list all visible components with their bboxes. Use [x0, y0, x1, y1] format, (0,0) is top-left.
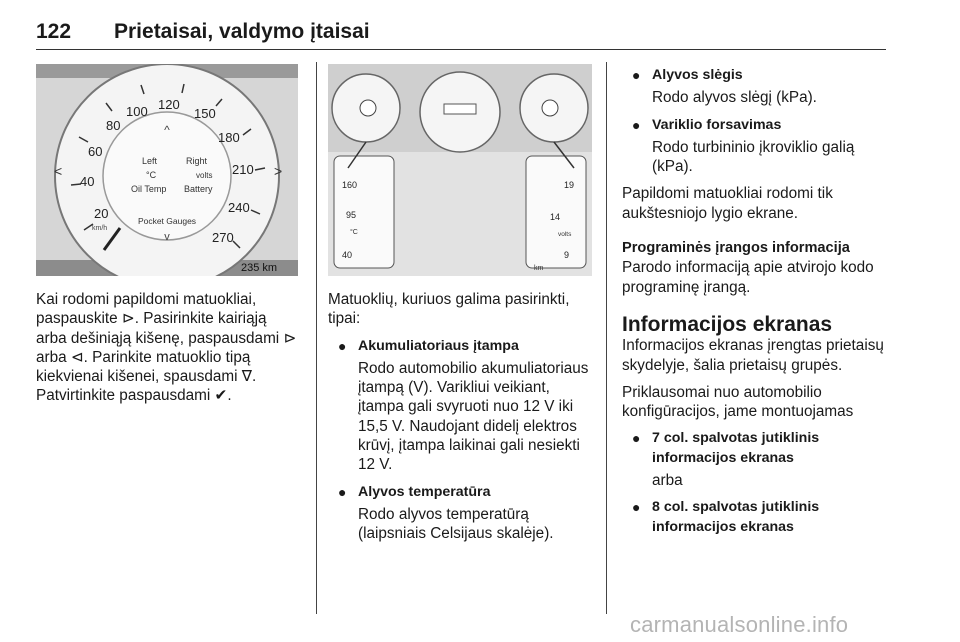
- up-arrow-icon: ^: [164, 123, 170, 137]
- down-arrow-icon: v: [164, 231, 170, 243]
- item-title: 7 col. spalvotas jutiklinis informacijos ekranas: [652, 430, 820, 466]
- left-arrow-icon: <: [54, 163, 63, 179]
- bullet-icon: ●: [632, 499, 641, 516]
- cluster-figure: [328, 64, 592, 276]
- menu-right-label: Right: [186, 156, 208, 166]
- right-gauge-unit: volts: [558, 231, 572, 238]
- speed-label: 120: [158, 97, 180, 112]
- item-title: Alyvos temperatūra: [358, 483, 491, 500]
- right-gauge-label: 14: [550, 212, 561, 222]
- item-description: Rodo alyvos slėgį (kPa).: [652, 89, 817, 107]
- bullet-icon: ●: [632, 116, 641, 133]
- column-divider-2: [606, 62, 607, 614]
- page-header: [36, 20, 886, 50]
- item-title: 8 col. spalvotas jutiklinis informacijos ekranas: [652, 499, 820, 535]
- header-rule: [36, 49, 886, 50]
- menu-battery: Battery: [184, 184, 213, 194]
- list-item: [328, 483, 598, 544]
- speed-label: 270: [212, 230, 234, 245]
- speed-label: 210: [232, 162, 254, 177]
- list-item: [622, 498, 890, 537]
- speed-label: 20: [94, 206, 109, 221]
- bullet-icon: ●: [338, 483, 347, 500]
- info-display-heading: Informacijos ekranas: [622, 312, 833, 336]
- item-title: Akumuliatoriaus įtampa: [358, 337, 519, 354]
- item-description: Rodo turbininio įkroviklio galią (kPa).: [652, 138, 855, 176]
- left-gauge-label: 40: [342, 250, 353, 260]
- instructions-paragraph: Kai rodomi papildomi matuokliai, paspauskite ⊳. Pasirinkite kairiąją arba dešiniąją kišenę, paspausdami ⊳ arba ⊲. Parinkite matuoklio tipą kiekvienai kišenei, spausdami ∇. Patvirtinkite paspausdami ✔.: [36, 291, 297, 405]
- column-1: [36, 290, 300, 414]
- left-gauge-label: 95: [346, 210, 357, 220]
- menu-pocket-gauges: Pocket Gauges: [137, 216, 197, 226]
- speed-label: 240: [228, 200, 250, 215]
- speedometer-figure: [36, 64, 298, 276]
- or-text: arba: [652, 472, 683, 490]
- list-item: [622, 116, 890, 177]
- item-description: Rodo automobilio akumuliatoriaus įtampą (V). Varikliui veikiant, įtampa gali svyruoti nuo 12 V iki 15,5 V. Naudojant didelį elektros krūvį, įtampa laikinai gali nesiekti 12 V.: [358, 359, 589, 474]
- info-display-para-1: Informacijos ekranas įrengtas prietaisų skydelyje, šalia prietaisų grupės.: [622, 337, 884, 374]
- left-gauge-unit: °C: [350, 229, 358, 236]
- page-number: 122: [36, 20, 72, 43]
- speed-label: 80: [106, 118, 121, 133]
- column-divider-1: [316, 62, 317, 614]
- menu-left-label: Left: [142, 156, 158, 166]
- list-item: [622, 429, 890, 490]
- oil-temp-unit: °C: [146, 170, 157, 180]
- bullet-icon: ●: [632, 67, 641, 83]
- speedometer-illustration: [36, 64, 298, 276]
- bullet-icon: ●: [632, 430, 641, 447]
- speed-label: 60: [88, 144, 103, 159]
- cluster-illustration: [328, 64, 592, 276]
- odometer-display: 235 km: [241, 262, 278, 274]
- left-gauge-label: 160: [342, 180, 358, 190]
- watermark: carmanualsonline.info: [630, 612, 849, 637]
- column-2: [328, 290, 598, 552]
- speed-label: 180: [218, 130, 240, 145]
- bullet-icon: ●: [338, 337, 347, 354]
- gauge-types-intro: Matuoklių, kuriuos galima pasirinkti, tipai:: [328, 291, 570, 328]
- right-arrow-icon: >: [274, 163, 283, 179]
- bottom-unit: km: [534, 265, 544, 272]
- right-gauge-label: 19: [564, 180, 575, 190]
- speed-label: 100: [126, 104, 148, 119]
- item-description: Rodo alyvos temperatūrą (laipsniais Celsijaus skalėje).: [358, 505, 554, 543]
- extra-gauges-note: Papildomi matuokliai rodomi tik aukštesniojo lygio ekrane.: [622, 185, 833, 222]
- column-3: [622, 66, 890, 545]
- right-gauge-label: 9: [564, 250, 570, 260]
- software-info-text: Parodo informaciją apie atvirojo kodo programinę įrangą.: [622, 259, 874, 296]
- software-info-heading: Programinės įrangos informacija: [622, 240, 850, 257]
- battery-unit: volts: [196, 171, 213, 180]
- unit-kmh: km/h: [92, 225, 108, 232]
- info-display-para-2: Priklausomai nuo automobilio konfigūracijos, jame montuojamas: [622, 383, 854, 421]
- item-title: Alyvos slėgis: [652, 67, 743, 83]
- item-title: Variklio forsavimas: [652, 116, 782, 133]
- speed-label: 40: [80, 174, 95, 189]
- list-item: [328, 337, 598, 475]
- speed-label: 150: [194, 106, 216, 121]
- menu-oil-temp: Oil Temp: [131, 184, 167, 194]
- page-title: Prietaisai, valdymo įtaisai: [114, 20, 370, 43]
- list-item: [622, 66, 890, 108]
